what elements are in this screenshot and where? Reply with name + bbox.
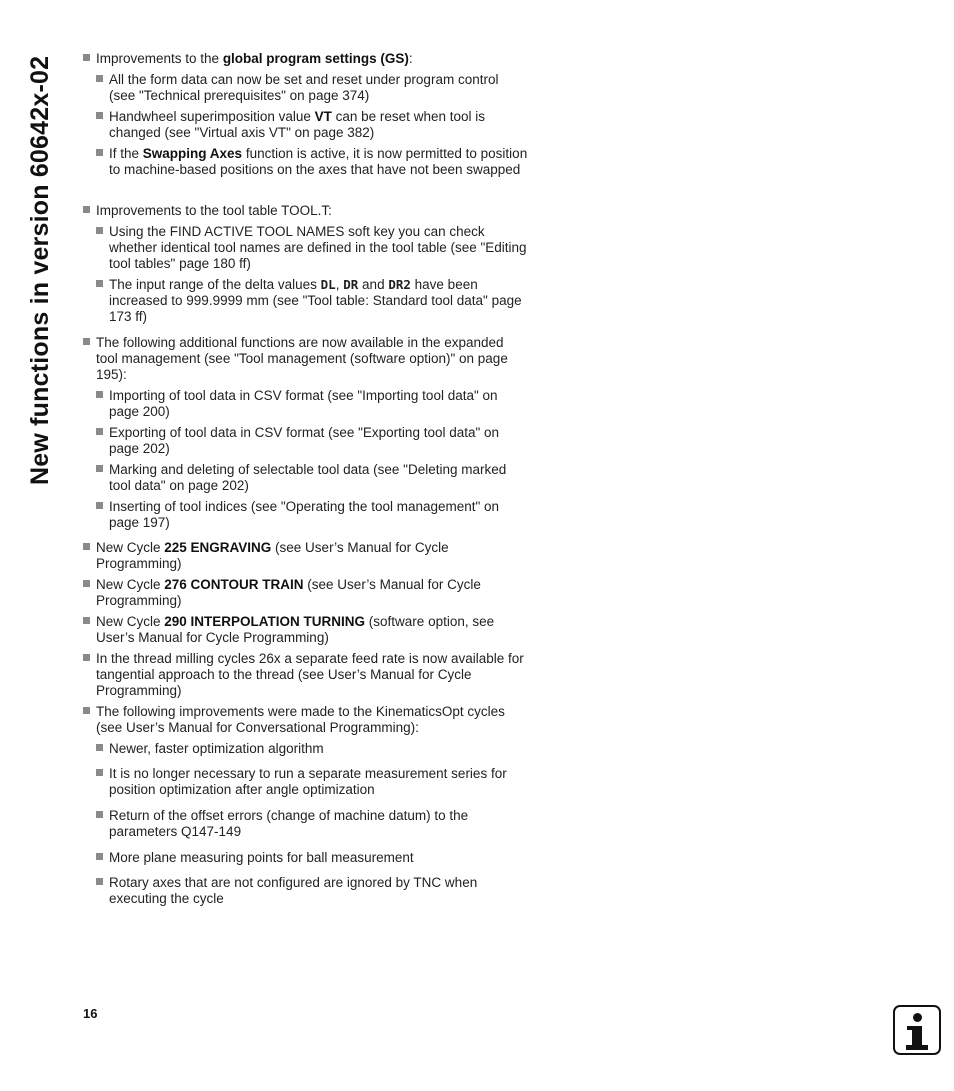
list-item-marking-deleting: Marking and deleting of selectable tool data (see "Deleting marked tool data" on page 202) bbox=[96, 462, 528, 494]
list-item-delta-values: The input range of the delta values DL, DR and DR2 have been increased to 999.9999 mm (see "Tool table: Standard tool data" page 173 ff) bbox=[96, 277, 528, 325]
bullet-square-icon bbox=[96, 769, 103, 776]
list-item-importing-tool-data: Importing of tool data in CSV format (see "Importing tool data" on page 200) bbox=[96, 388, 528, 420]
list-item-tool-table: Improvements to the tool table TOOL.T: bbox=[83, 203, 528, 219]
bullet-square-icon bbox=[96, 502, 103, 509]
list-item-cycle-225: New Cycle 225 ENGRAVING (see User’s Manual for Cycle Programming) bbox=[83, 540, 528, 572]
bullet-square-icon bbox=[96, 280, 103, 287]
bullet-square-icon bbox=[96, 465, 103, 472]
list-item-kinematicsopt: The following improvements were made to the KinematicsOpt cycles (see User’s Manual for Conversational Programming): bbox=[83, 704, 528, 736]
list-item-offset-errors: Return of the offset errors (change of machine datum) to the parameters Q147-149 bbox=[96, 808, 528, 840]
bullet-square-icon bbox=[83, 338, 90, 345]
bullet-square-icon bbox=[96, 428, 103, 435]
list-item-exporting-tool-data: Exporting of tool data in CSV format (see "Exporting tool data" on page 202) bbox=[96, 425, 528, 457]
bullet-square-icon bbox=[96, 744, 103, 751]
list-item-form-data: All the form data can now be set and reset under program control (see "Technical prerequisites" on page 374) bbox=[96, 72, 528, 104]
bullet-square-icon bbox=[83, 206, 90, 213]
bullet-square-icon bbox=[83, 543, 90, 550]
list-item-cycle-290: New Cycle 290 INTERPOLATION TURNING (software option, see User’s Manual for Cycle Programming) bbox=[83, 614, 528, 646]
bullet-square-icon bbox=[96, 878, 103, 885]
bullet-square-icon bbox=[96, 811, 103, 818]
bullet-square-icon bbox=[83, 707, 90, 714]
bullet-square-icon bbox=[83, 580, 90, 587]
list-item-handwheel-vt: Handwheel superimposition value VT can be reset when tool is changed (see "Virtual axis VT" on page 382) bbox=[96, 109, 528, 141]
page-number: 16 bbox=[83, 1006, 98, 1021]
bullet-square-icon bbox=[83, 654, 90, 661]
list-item-rotary-axes: Rotary axes that are not configured are ignored by TNC when executing the cycle bbox=[96, 875, 528, 907]
list-item-tool-management: The following additional functions are now available in the expanded tool management (see "Tool management (software option)" on page 195): bbox=[83, 335, 528, 383]
list-item-optimization-algorithm: Newer, faster optimization algorithm bbox=[96, 741, 528, 757]
bullet-square-icon bbox=[83, 617, 90, 624]
bullet-square-icon bbox=[96, 853, 103, 860]
list-item-global-program-settings: Improvements to the global program settings (GS): bbox=[83, 51, 528, 67]
bullet-square-icon bbox=[96, 227, 103, 234]
info-icon bbox=[893, 1005, 941, 1055]
bullet-square-icon bbox=[96, 75, 103, 82]
bullet-square-icon bbox=[96, 391, 103, 398]
list-item-measurement-series: It is no longer necessary to run a separate measurement series for position optimization after angle optimization bbox=[96, 766, 528, 798]
list-item-thread-milling: In the thread milling cycles 26x a separate feed rate is now available for tangential approach to the thread (see User’s Manual for Cycle Programming) bbox=[83, 651, 528, 699]
bullet-square-icon bbox=[96, 149, 103, 156]
list-item-swapping-axes: If the Swapping Axes function is active, it is now permitted to position to machine-based positions on the axes that have not been swapped bbox=[96, 146, 528, 178]
bullet-square-icon bbox=[96, 112, 103, 119]
list-item-tool-indices: Inserting of tool indices (see "Operating the tool management" on page 197) bbox=[96, 499, 528, 531]
list-item-cycle-276: New Cycle 276 CONTOUR TRAIN (see User’s Manual for Cycle Programming) bbox=[83, 577, 528, 609]
page-side-title: New functions in version 60642x-02 bbox=[26, 55, 54, 485]
bullet-square-icon bbox=[83, 54, 90, 61]
list-item-find-active-tool-names: Using the FIND ACTIVE TOOL NAMES soft key you can check whether identical tool names are defined in the tool table (see "Editing tool tables" page 180 ff) bbox=[96, 224, 528, 272]
list-item-plane-measuring-points: More plane measuring points for ball measurement bbox=[96, 850, 528, 866]
